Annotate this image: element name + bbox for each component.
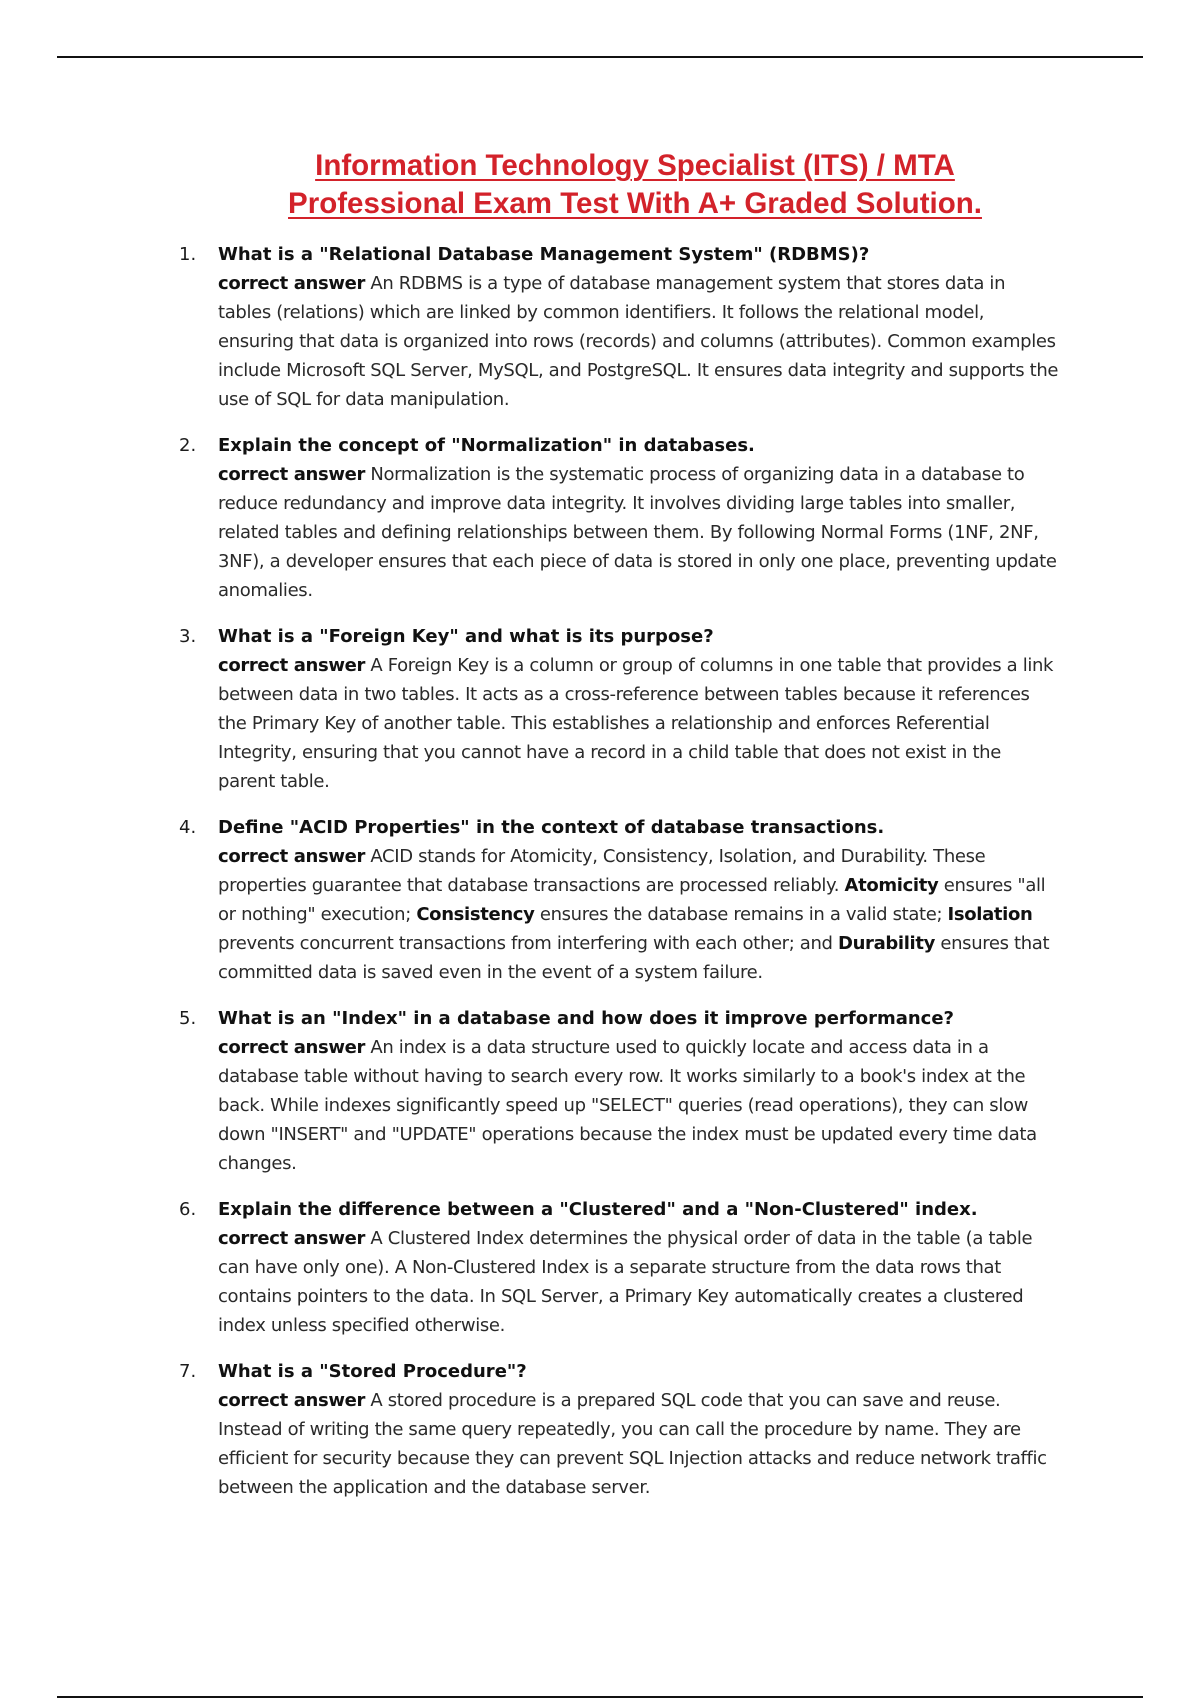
answer-label: correct answer	[218, 1228, 366, 1249]
answer-segment: prevents concurrent transactions from interfering with each other; and	[218, 933, 838, 954]
question-number: 3.	[179, 626, 197, 647]
question-number: 5.	[179, 1008, 197, 1029]
question-text: What is a "Stored Procedure"?	[218, 1361, 527, 1382]
answer-segment: A stored procedure is a prepared SQL code that you can save and reuse. Instead of writing the same query repeatedly, you can call the procedure by name. They are efficient for security because they can prevent SQL Injection attacks and reduce network traffic between the application and the database server.	[218, 1390, 1047, 1498]
answer-text	[218, 842, 1059, 987]
question-text: Define "ACID Properties" in the context of database transactions.	[218, 817, 885, 838]
answer-label: correct answer	[218, 1037, 366, 1058]
answer-text	[218, 651, 1059, 796]
answer-segment: ACID stands for Atomicity, Consistency, Isolation, and Durability. These properties guarantee that database transactions are processed reliably.	[218, 846, 986, 896]
question-number: 4.	[179, 817, 197, 838]
answer-segment: ensures the database remains in a valid state;	[534, 904, 948, 925]
answer-label: correct answer	[218, 655, 366, 676]
answer-term: Isolation	[947, 904, 1033, 925]
answer-label: correct answer	[218, 464, 366, 485]
answer-segment: An RDBMS is a type of database management system that stores data in tables (relations) which are linked by common identifiers. It follows the relational model, ensuring that data is organized into rows (records) and columns (attributes). Common examples include Microsoft SQL Server, MySQL, and PostgreSQL. It ensures data integrity and supports the use of SQL for data manipulation.	[218, 273, 1059, 410]
question-item	[179, 813, 1059, 987]
answer-text	[218, 460, 1059, 605]
answer-label: correct answer	[218, 273, 366, 294]
answer-segment: Normalization is the systematic process of organizing data in a database to reduce redundancy and improve data integrity. It involves dividing large tables into smaller, related tables and defining relationships between them. By following Normal Forms (1NF, 2NF, 3NF), a developer ensures that each piece of data is stored in only one place, preventing update anomalies.	[218, 464, 1057, 601]
answer-term: Durability	[838, 933, 936, 954]
question-text: What is a "Relational Database Management System" (RDBMS)?	[218, 244, 870, 265]
question-item	[179, 1195, 1059, 1340]
question-number: 1.	[179, 244, 197, 265]
answer-text	[218, 1386, 1059, 1502]
question-item	[179, 431, 1059, 605]
question-list	[179, 240, 1059, 1519]
question-item	[179, 622, 1059, 796]
question-number: 6.	[179, 1199, 197, 1220]
answer-segment: An index is a data structure used to quickly locate and access data in a database table without having to search every row. It works similarly to a book's index at the back. While indexes significantly speed up "SELECT" queries (read operations), they can slow down "INSERT" and "UPDATE" operations because the index must be updated every time data changes.	[218, 1037, 1037, 1174]
answer-label: correct answer	[218, 846, 366, 867]
question-text: Explain the difference between a "Clustered" and a "Non-Clustered" index.	[218, 1199, 978, 1220]
footer-rule	[57, 1696, 1143, 1698]
question-text: What is an "Index" in a database and how does it improve performance?	[218, 1008, 954, 1029]
question-number: 2.	[179, 435, 197, 456]
question-item	[179, 1357, 1059, 1502]
question-item	[179, 1004, 1059, 1178]
answer-term: Atomicity	[844, 875, 939, 896]
answer-segment: ensures that committed data is saved even in the event of a system failure.	[218, 933, 1050, 983]
answer-text	[218, 269, 1059, 414]
question-item	[179, 240, 1059, 414]
title-line-1: Information Technology Specialist (ITS) / MTA	[315, 149, 955, 182]
title-line-2: Professional Exam Test With A+ Graded Solution.	[288, 187, 982, 220]
answer-segment: A Foreign Key is a column or group of columns in one table that provides a link between data in two tables. It acts as a cross-reference between tables because it references the Primary Key of another table. This establishes a relationship and enforces Referential Integrity, ensuring that you cannot have a record in a child table that does not exist in the parent table.	[218, 655, 1054, 792]
document-title	[0, 147, 1200, 223]
header-rule	[57, 56, 1143, 58]
answer-segment: ensures "all or nothing" execution;	[218, 875, 1046, 925]
answer-term: Consistency	[416, 904, 535, 925]
question-text: What is a "Foreign Key" and what is its purpose?	[218, 626, 714, 647]
question-text: Explain the concept of "Normalization" in databases.	[218, 435, 755, 456]
answer-label: correct answer	[218, 1390, 366, 1411]
answer-text	[218, 1033, 1059, 1178]
answer-segment: A Clustered Index determines the physical order of data in the table (a table can have only one). A Non-Clustered Index is a separate structure from the data rows that contains pointers to the data. In SQL Server, a Primary Key automatically creates a clustered index unless specified otherwise.	[218, 1228, 1033, 1336]
question-number: 7.	[179, 1361, 197, 1382]
answer-text	[218, 1224, 1059, 1340]
